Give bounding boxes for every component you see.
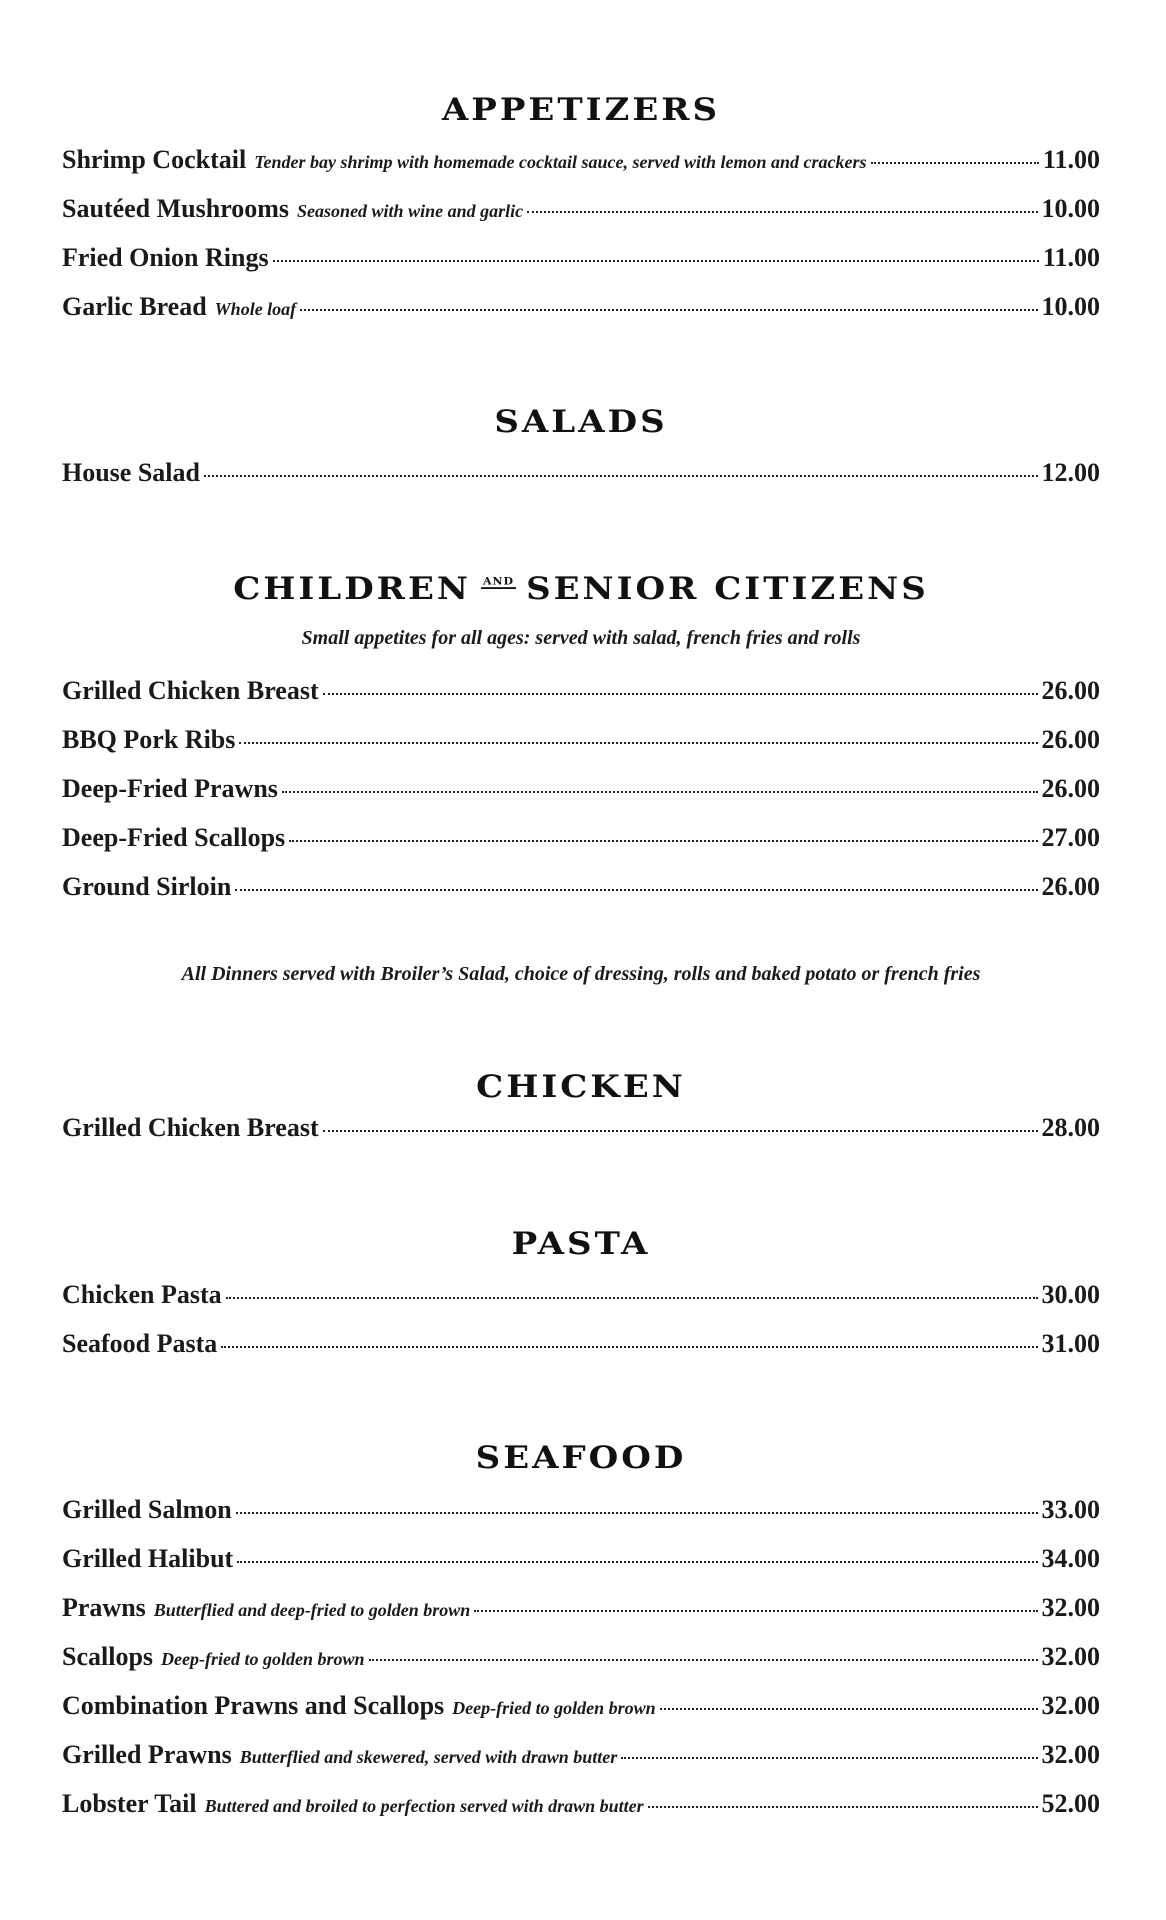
and-ornament: AND bbox=[482, 575, 515, 588]
item-price: 32.00 bbox=[1041, 1740, 1100, 1769]
item-description: Seasoned with wine and garlic bbox=[297, 201, 524, 221]
dot-leader bbox=[237, 1557, 1037, 1563]
item-price: 26.00 bbox=[1041, 774, 1100, 803]
item-price: 26.00 bbox=[1041, 725, 1100, 754]
item-description: Butterflied and skewered, served with drawn butter bbox=[239, 1747, 618, 1767]
menu-item bbox=[62, 676, 1100, 710]
item-name: Grilled Chicken Breast bbox=[62, 1113, 319, 1142]
item-price: 11.00 bbox=[1042, 243, 1100, 272]
menu-item bbox=[62, 145, 1100, 179]
item-price: 11.00 bbox=[1042, 145, 1100, 174]
menu-item bbox=[62, 774, 1100, 808]
dot-leader bbox=[474, 1606, 1037, 1612]
dot-leader bbox=[273, 256, 1039, 262]
seafood-heading: SEAFOOD bbox=[475, 1439, 687, 1477]
item-name: Scallops bbox=[62, 1642, 154, 1671]
menu-item bbox=[62, 1789, 1100, 1823]
item-name: Deep-Fried Prawns bbox=[62, 774, 278, 803]
item-name: Ground Sirloin bbox=[62, 872, 232, 901]
item-name: Prawns bbox=[62, 1593, 146, 1622]
menu-item bbox=[62, 1113, 1100, 1147]
dot-leader bbox=[621, 1753, 1037, 1759]
item-description: Buttered and broiled to perfection served with drawn butter bbox=[204, 1796, 644, 1816]
item-description: Deep-fried to golden brown bbox=[161, 1649, 365, 1669]
item-price: 33.00 bbox=[1041, 1495, 1100, 1524]
dot-leader bbox=[239, 738, 1037, 744]
item-name: Garlic Bread bbox=[62, 292, 207, 321]
item-name: Combination Prawns and Scallops bbox=[62, 1691, 445, 1720]
menu-item bbox=[62, 1280, 1100, 1314]
dot-leader bbox=[648, 1802, 1038, 1808]
dot-leader bbox=[323, 1126, 1038, 1132]
dinner-note: All Dinners served with Broiler’s Salad, choice of dressing, rolls and baked potato or french fries bbox=[181, 963, 981, 985]
item-price: 10.00 bbox=[1041, 292, 1100, 321]
item-name: Grilled Chicken Breast bbox=[62, 676, 319, 705]
item-price: 32.00 bbox=[1041, 1642, 1100, 1671]
item-description: Butterflied and deep-fried to golden brown bbox=[153, 1600, 471, 1620]
item-price: 31.00 bbox=[1041, 1329, 1100, 1358]
salads-heading: SALADS bbox=[494, 403, 668, 441]
menu-item bbox=[62, 1691, 1100, 1725]
menu-item bbox=[62, 1329, 1100, 1363]
dot-leader bbox=[204, 471, 1038, 477]
item-price: 12.00 bbox=[1041, 458, 1100, 487]
children-note: Small appetites for all ages: served with salad, french fries and rolls bbox=[301, 627, 861, 649]
menu-item bbox=[62, 194, 1100, 228]
item-name: Chicken Pasta bbox=[62, 1280, 222, 1309]
item-price: 30.00 bbox=[1041, 1280, 1100, 1309]
item-name: BBQ Pork Ribs bbox=[62, 725, 236, 754]
item-price: 28.00 bbox=[1041, 1113, 1100, 1142]
appetizers-heading: APPETIZERS bbox=[441, 91, 721, 129]
item-price: 52.00 bbox=[1041, 1789, 1100, 1818]
dot-leader bbox=[369, 1655, 1038, 1661]
item-price: 32.00 bbox=[1041, 1593, 1100, 1622]
item-name: Grilled Prawns bbox=[62, 1740, 232, 1769]
dot-leader bbox=[527, 207, 1037, 213]
menu-item bbox=[62, 1593, 1100, 1627]
menu-item bbox=[62, 725, 1100, 759]
dot-leader bbox=[871, 158, 1039, 164]
item-name: Lobster Tail bbox=[62, 1789, 197, 1818]
item-description: Tender bay shrimp with homemade cocktail sauce, served with lemon and crackers bbox=[254, 152, 867, 172]
menu-item bbox=[62, 872, 1100, 906]
item-price: 10.00 bbox=[1041, 194, 1100, 223]
dot-leader bbox=[323, 689, 1038, 695]
dot-leader bbox=[289, 836, 1037, 842]
item-name: Grilled Salmon bbox=[62, 1495, 232, 1524]
menu-item bbox=[62, 243, 1100, 277]
item-name: Fried Onion Rings bbox=[62, 243, 269, 272]
item-name: Shrimp Cocktail bbox=[62, 145, 247, 174]
menu-item bbox=[62, 1642, 1100, 1676]
heading-part: SENIOR CITIZENS bbox=[526, 570, 929, 608]
dot-leader bbox=[660, 1704, 1038, 1710]
menu-item bbox=[62, 1740, 1100, 1774]
item-price: 26.00 bbox=[1041, 872, 1100, 901]
item-name: Deep-Fried Scallops bbox=[62, 823, 286, 852]
dot-leader bbox=[235, 885, 1037, 891]
item-price: 27.00 bbox=[1041, 823, 1100, 852]
item-name: House Salad bbox=[62, 458, 200, 487]
chicken-heading: CHICKEN bbox=[476, 1068, 686, 1106]
menu-item bbox=[62, 1544, 1100, 1578]
children-seniors-heading bbox=[62, 570, 1100, 608]
heading-part: CHILDREN bbox=[233, 570, 471, 608]
dot-leader bbox=[236, 1508, 1038, 1514]
dot-leader bbox=[221, 1342, 1037, 1348]
item-description: Deep-fried to golden brown bbox=[452, 1698, 656, 1718]
menu-item bbox=[62, 458, 1100, 492]
dot-leader bbox=[300, 305, 1037, 311]
dot-leader bbox=[282, 787, 1038, 793]
menu-item bbox=[62, 1495, 1100, 1529]
menu-item bbox=[62, 823, 1100, 857]
dot-leader bbox=[226, 1293, 1038, 1299]
item-price: 34.00 bbox=[1041, 1544, 1100, 1573]
item-name: Seafood Pasta bbox=[62, 1329, 218, 1358]
menu-item bbox=[62, 292, 1100, 326]
item-name: Sautéed Mushrooms bbox=[62, 194, 290, 223]
pasta-heading: PASTA bbox=[511, 1225, 651, 1263]
item-description: Whole loaf bbox=[214, 299, 297, 319]
item-price: 32.00 bbox=[1041, 1691, 1100, 1720]
item-name: Grilled Halibut bbox=[62, 1544, 234, 1573]
item-price: 26.00 bbox=[1041, 676, 1100, 705]
